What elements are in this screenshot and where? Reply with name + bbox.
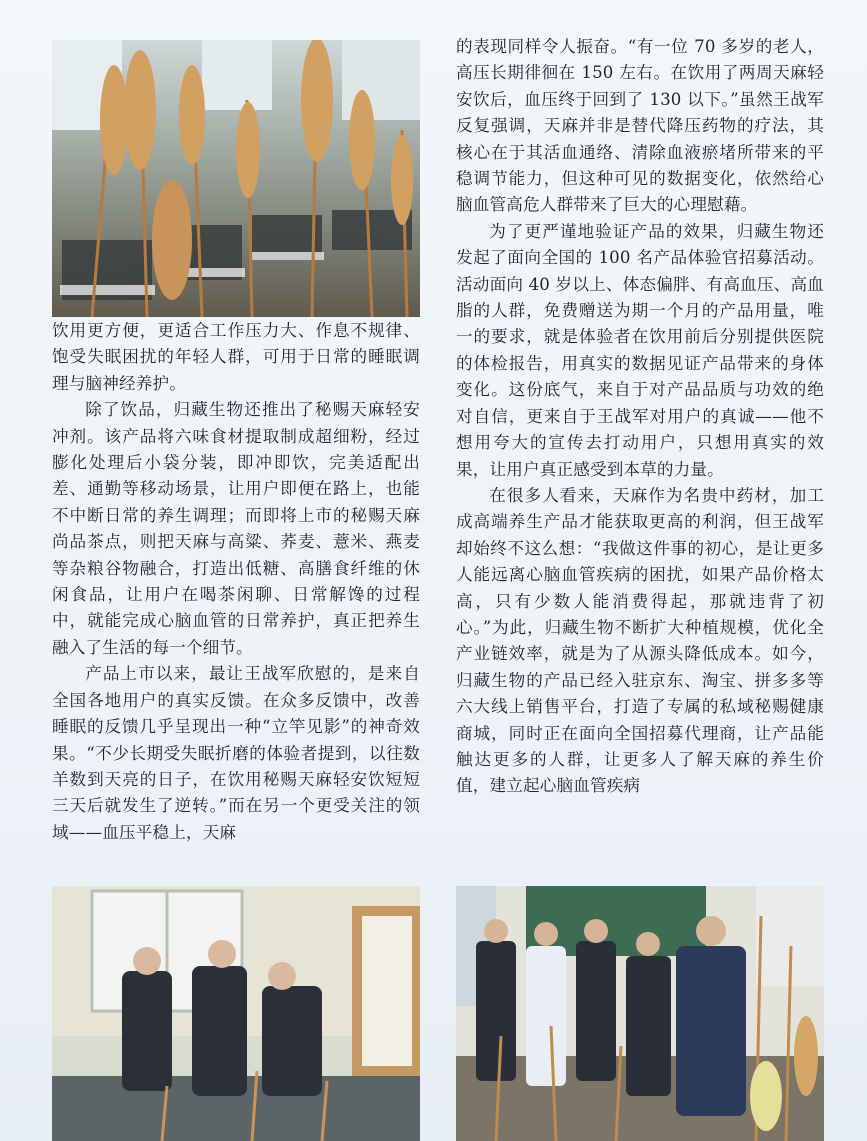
left-paragraph-3: 产品上市以来，最让王战军欣慰的，是来自全国各地用户的真实反馈。在众多反馈中，改善睡眠的反馈几乎呈现出一种“立竿见影”的神奇效果。“不少长期受失眠折磨的体验者提到，以往数羊数到天亮的日子，在饮用秘赐天麻轻安饮短短三天后就发生了逆转。”而在另一个更受关注的领域——血压平稳上，天麻 — [52, 664, 420, 842]
right-text-column — [456, 34, 824, 874]
inspection-photo-left — [52, 886, 420, 1141]
right-paragraph-3: 在很多人看来，天麻作为名贵中药材，加工成高端养生产品才能获取更高的利润，但王战军却始终不这么想：“我做这件事的初心，是让更多人能远离心脑血管疾病的困扰，如果产品价格太高，只有少数人能消费得起，那就违背了初心。”为此，归藏生物不断扩大种植规模，优化全产业链效率，就是为了从源头降低成本。如今，归藏生物的产品已经入驻京东、淘宝、拼多多等六大线上销售平台，打造了专属的私域秘赐健康商城，同时正在面向全国招募代理商，让产品能触达更多的人群，让更多人了解天麻的养生价值，建立起心脑血管疾病 — [456, 485, 824, 796]
inspection-photo-right — [456, 886, 824, 1141]
gastrodia-greenhouse-photo — [52, 40, 420, 317]
left-paragraph-1: 饮用更方便，更适合工作压力大、作息不规律、饱受失眠困扰的年轻人群，可用于日常的睡眠调理与脑神经养护。 — [52, 321, 420, 393]
left-paragraph-2: 除了饮品，归藏生物还推出了秘赐天麻轻安冲剂。该产品将六味食材提取制成超细粉，经过膨化处理后小袋分装，即冲即饮，完美适配出差、通勤等移动场景，让用户即便在路上，也能不中断日常的养生调理；而即将上市的秘赐天麻尚品茶点，则把天麻与高粱、荞麦、薏米、燕麦等杂粮谷物融合，打造出低糖、高膳食纤维的休闲食品，让用户在喝茶闲聊、日常解馋的过程中，就能完成心脑血管的日常养护，真正把养生融入了生活的每一个细节。 — [52, 400, 420, 657]
right-paragraph-2: 为了更严谨地验证产品的效果，归藏生物还发起了面向全国的 100 名产品体验官招募活动。活动面向 40 岁以上、体态偏胖、有高血压、高血脂的人群，免费赠送为期一个月的产品用量，唯一的要求，就是体验者在饮用前后分别提供医院的体检报告，用真实的数据见证产品带来的身体变化。这份底气，来自于对产品品质与功效的绝对自信，更来自于王战军对用户的真诚——他不想用夸大的宣传去打动用户，只想用真实的效果，让用户真正感受到本草的力量。 — [456, 221, 824, 479]
left-text-column — [52, 318, 420, 870]
right-paragraph-1: 的表现同样令人振奋。“有一位 70 多岁的老人，高压长期徘徊在 150 左右。在饮用了两周天麻轻安饮后，血压终于回到了 130 以下。”虽然王战军反复强调，天麻并非是替代降压药物的疗法，其核心在于其活血通络、清除血液瘀堵所带来的平稳调节能力，但这种可见的数据变化，依然给心脑血管高危人群带来了巨大的心理慰藉。 — [456, 37, 824, 215]
